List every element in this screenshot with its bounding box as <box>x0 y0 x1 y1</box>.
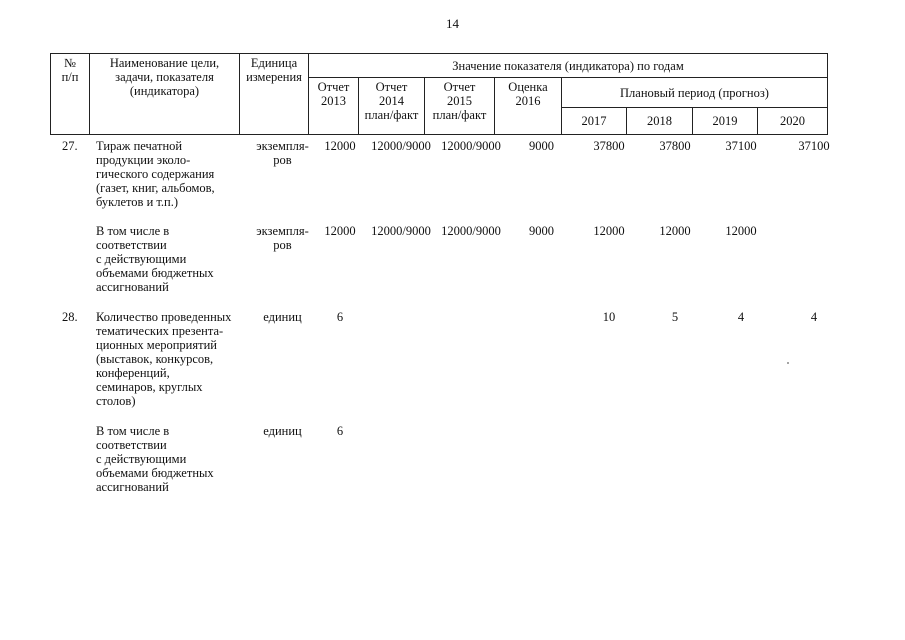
value-2017: 12000 <box>593 224 625 238</box>
row-unit: экземпля- ров <box>256 139 309 167</box>
row-unit: единиц <box>263 424 302 438</box>
header-2013: Отчет 2013 <box>309 78 359 135</box>
row-unit: единиц <box>263 310 302 324</box>
header-num: № п/п <box>51 54 90 135</box>
value-2018: 5 <box>671 310 679 324</box>
value-2015: 12000/9000 <box>441 224 501 238</box>
value-2016: 9000 <box>529 224 554 238</box>
header-2020: 2020 <box>758 108 828 135</box>
value-2019: 4 <box>737 310 745 324</box>
value-2020: 37100 <box>798 139 830 153</box>
row-name: В том числе в соответствии с действующими объемами бюджетных ассигнований <box>96 224 214 294</box>
header-plan-group: Плановый период (прогноз) <box>562 78 828 108</box>
header-2016: Оценка 2016 <box>495 78 562 135</box>
header-2014: Отчет 2014 план/факт <box>359 78 425 135</box>
row-name: Тираж печатной продукции эколо- гического содержания (газет, книг, альбомов, буклетов и т.п.) <box>96 139 215 209</box>
value-2016: 9000 <box>529 139 554 153</box>
row-name: В том числе в соответствии с действующими объемами бюджетных ассигнований <box>96 424 214 494</box>
value-2018: 37800 <box>659 139 691 153</box>
header-2018: 2018 <box>627 108 693 135</box>
header-name: Наименование цели, задачи, показателя (индикатора) <box>90 54 240 135</box>
value-2015: 12000/9000 <box>441 139 501 153</box>
value-2014: 12000/9000 <box>371 224 431 238</box>
value-2013: 12000 <box>324 224 356 238</box>
header-2019: 2019 <box>693 108 758 135</box>
value-2019: 12000 <box>725 224 757 238</box>
row-num: 28. <box>62 310 78 324</box>
header-values-group: Значение показателя (индикатора) по годам <box>309 54 828 78</box>
row-name: Количество проведенных тематических презента- ционных мероприятий (выставок, конкурсов, конференций, семинаров, круглых столов) <box>96 310 232 408</box>
value-2020: 4 <box>810 310 818 324</box>
row-unit: экземпля- ров <box>256 224 309 252</box>
value-2018: 12000 <box>659 224 691 238</box>
row-num: 27. <box>62 139 78 153</box>
header-2017: 2017 <box>562 108 627 135</box>
value-2019: 37100 <box>725 139 757 153</box>
value-2013: 6 <box>336 424 344 438</box>
value-2017: 37800 <box>593 139 625 153</box>
header-unit: Единица измерения <box>240 54 309 135</box>
table-header <box>50 53 828 135</box>
value-2014: 12000/9000 <box>371 139 431 153</box>
scan-speck <box>787 362 789 364</box>
value-2013: 12000 <box>324 139 356 153</box>
page-number: 14 <box>446 16 459 31</box>
value-2013: 6 <box>336 310 344 324</box>
header-2015: Отчет 2015 план/факт <box>425 78 495 135</box>
value-2017: 10 <box>602 310 616 324</box>
